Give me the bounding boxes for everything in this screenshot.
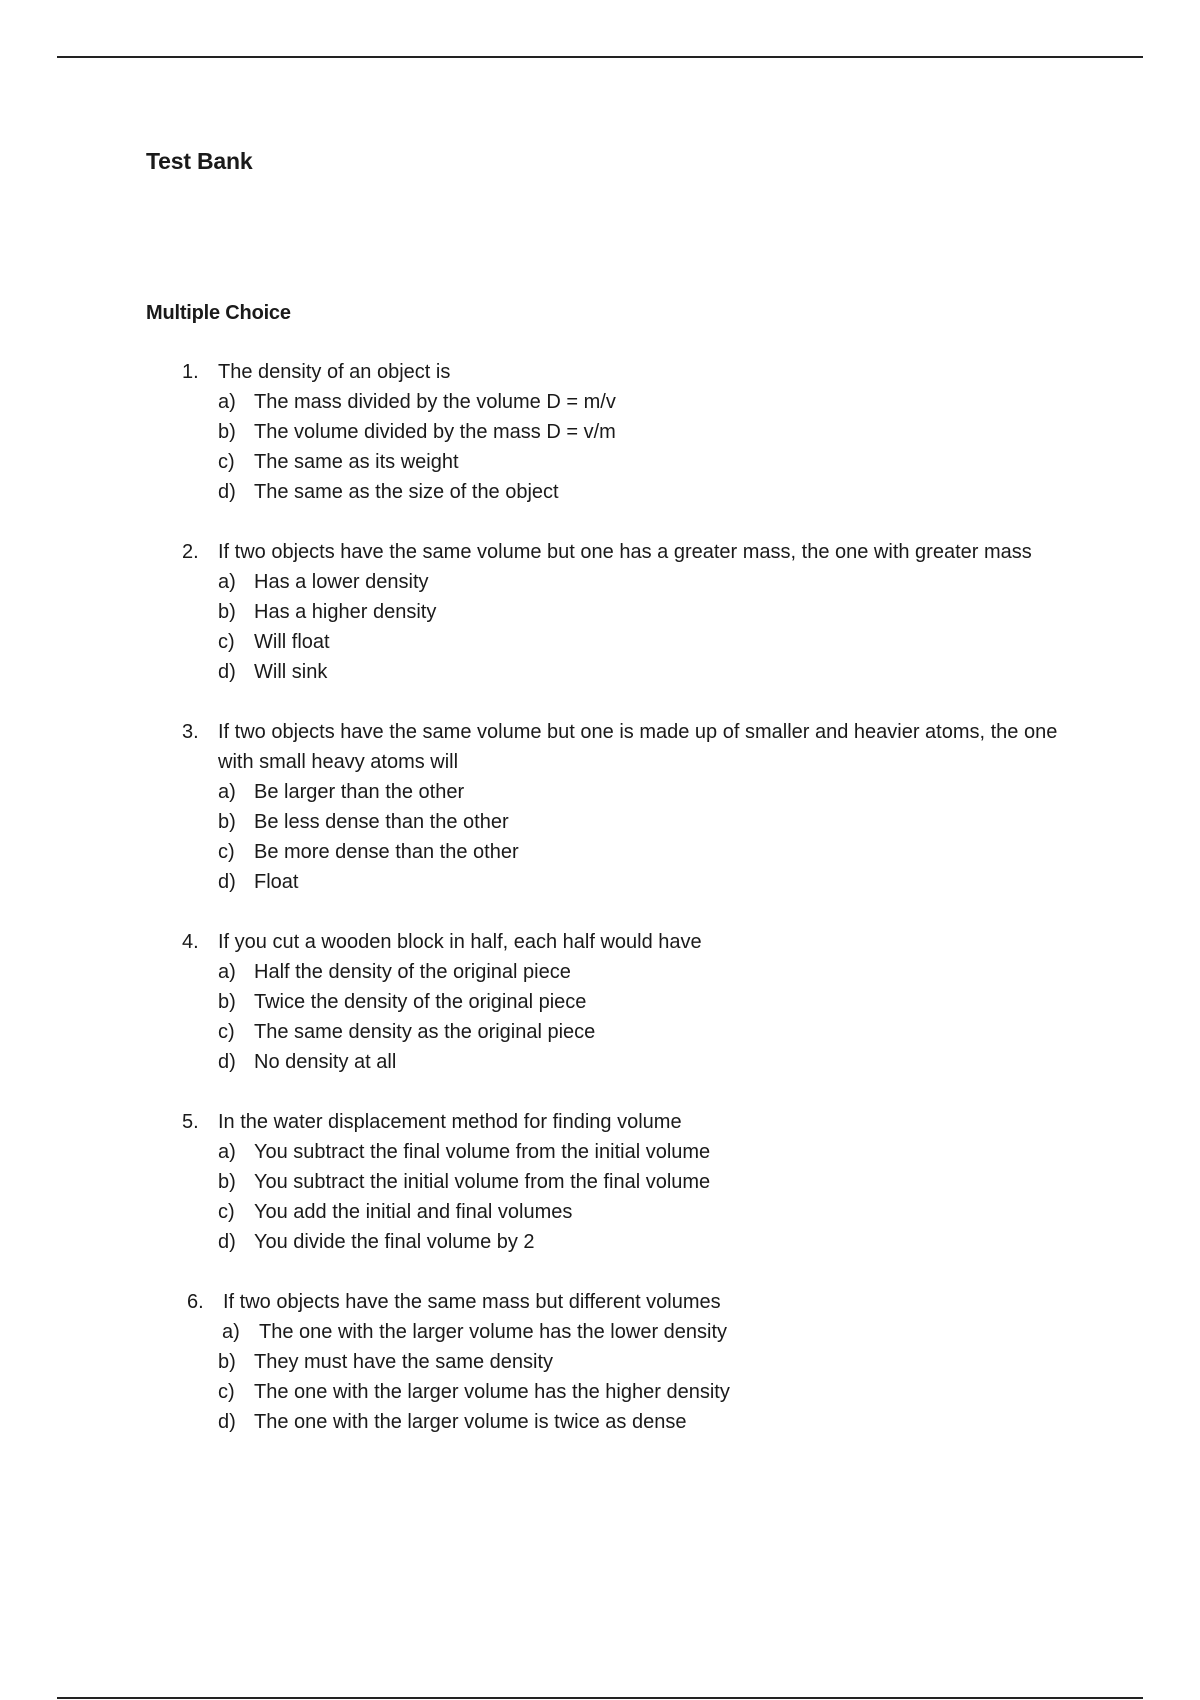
option-list xyxy=(146,957,1086,1077)
option-letter: b) xyxy=(218,1171,236,1193)
option-letter: a) xyxy=(218,391,236,413)
option-letter: a) xyxy=(222,1321,240,1343)
option-text: No density at all xyxy=(254,1051,397,1073)
option-d xyxy=(146,867,1086,897)
option-text: Be less dense than the other xyxy=(254,811,509,833)
option-a xyxy=(146,1137,1086,1167)
option-a xyxy=(146,567,1086,597)
option-list xyxy=(146,567,1086,687)
option-c xyxy=(146,837,1086,867)
option-text: The volume divided by the mass D = v/m xyxy=(254,421,616,443)
option-d xyxy=(146,1047,1086,1077)
option-text: The same as the size of the object xyxy=(254,481,559,503)
option-letter: a) xyxy=(218,1141,236,1163)
option-letter: a) xyxy=(218,571,236,593)
question-3 xyxy=(146,717,1086,897)
option-letter: c) xyxy=(218,451,235,473)
question-list xyxy=(146,357,1086,1467)
section-title: Multiple Choice xyxy=(146,302,291,324)
option-b xyxy=(146,1167,1086,1197)
option-text: Will float xyxy=(254,631,330,653)
option-text: You subtract the initial volume from the final volume xyxy=(254,1171,711,1193)
option-a xyxy=(146,387,1086,417)
question-2 xyxy=(146,537,1086,687)
option-c xyxy=(146,1197,1086,1227)
option-text: The one with the larger volume is twice as dense xyxy=(254,1411,687,1433)
question-number: 3. xyxy=(182,721,199,743)
option-text: The one with the larger volume has the lower density xyxy=(259,1321,728,1343)
option-text: Twice the density of the original piece xyxy=(254,991,587,1013)
option-b xyxy=(146,807,1086,837)
option-text: Float xyxy=(254,871,299,893)
option-letter: c) xyxy=(218,1021,235,1043)
question-number: 1. xyxy=(182,361,199,383)
option-letter: c) xyxy=(218,1201,235,1223)
option-b xyxy=(146,987,1086,1017)
option-list xyxy=(146,387,1086,507)
option-letter: b) xyxy=(218,421,236,443)
option-letter: d) xyxy=(218,1411,236,1433)
option-text: The same as its weight xyxy=(254,451,459,473)
option-text: You divide the final volume by 2 xyxy=(254,1231,535,1253)
option-d xyxy=(146,1407,1086,1437)
question-stem xyxy=(146,927,1086,957)
option-text: Be larger than the other xyxy=(254,781,465,803)
option-letter: a) xyxy=(218,961,236,983)
option-text: You add the initial and final volumes xyxy=(254,1201,573,1223)
question-5 xyxy=(146,1107,1086,1257)
option-a xyxy=(146,957,1086,987)
option-c xyxy=(146,1017,1086,1047)
option-c xyxy=(146,1377,1086,1407)
option-text: The one with the larger volume has the higher density xyxy=(254,1381,730,1403)
option-text: Has a lower density xyxy=(254,571,429,593)
option-text: They must have the same density xyxy=(254,1351,554,1373)
question-text: If two objects have the same mass but different volumes xyxy=(223,1291,721,1313)
question-text: In the water displacement method for finding volume xyxy=(218,1111,682,1133)
option-b xyxy=(146,1347,1086,1377)
option-b xyxy=(146,597,1086,627)
option-text: Has a higher density xyxy=(254,601,437,623)
option-letter: b) xyxy=(218,601,236,623)
question-stem xyxy=(146,1107,1086,1137)
top-rule xyxy=(57,56,1143,58)
option-a xyxy=(146,777,1086,807)
question-1 xyxy=(146,357,1086,507)
option-letter: a) xyxy=(218,781,236,803)
bottom-rule xyxy=(57,1697,1143,1699)
question-6 xyxy=(146,1287,1086,1437)
question-stem xyxy=(146,717,1086,777)
option-letter: b) xyxy=(218,991,236,1013)
question-number: 4. xyxy=(182,931,199,953)
question-text: If two objects have the same volume but one is made up of smaller and heavier atoms, the one with small heavy atoms will xyxy=(218,721,1058,773)
question-4 xyxy=(146,927,1086,1077)
option-c xyxy=(146,447,1086,477)
option-text: The mass divided by the volume D = m/v xyxy=(254,391,616,413)
question-number: 2. xyxy=(182,541,199,563)
option-letter: b) xyxy=(218,1351,236,1373)
option-text: The same density as the original piece xyxy=(254,1021,596,1043)
option-letter: c) xyxy=(218,841,235,863)
option-text: Be more dense than the other xyxy=(254,841,519,863)
question-text: The density of an object is xyxy=(218,361,451,383)
question-number: 5. xyxy=(182,1111,199,1133)
option-list xyxy=(146,777,1086,897)
option-letter: d) xyxy=(218,1231,236,1253)
document-title: Test Bank xyxy=(146,148,253,174)
option-text: Will sink xyxy=(254,661,328,683)
option-text: You subtract the final volume from the initial volume xyxy=(254,1141,711,1163)
question-text: If you cut a wooden block in half, each half would have xyxy=(218,931,702,953)
option-a xyxy=(146,1317,1086,1347)
option-letter: d) xyxy=(218,661,236,683)
option-letter: b) xyxy=(218,811,236,833)
option-list xyxy=(146,1137,1086,1257)
option-d xyxy=(146,657,1086,687)
option-c xyxy=(146,627,1086,657)
option-d xyxy=(146,477,1086,507)
question-stem xyxy=(146,537,1086,567)
option-text: Half the density of the original piece xyxy=(254,961,571,983)
option-d xyxy=(146,1227,1086,1257)
question-stem xyxy=(146,1287,1086,1317)
option-letter: d) xyxy=(218,871,236,893)
option-letter: d) xyxy=(218,1051,236,1073)
option-list xyxy=(146,1317,1086,1437)
option-letter: c) xyxy=(218,1381,235,1403)
question-stem xyxy=(146,357,1086,387)
question-number: 6. xyxy=(187,1291,204,1313)
option-b xyxy=(146,417,1086,447)
question-text: If two objects have the same volume but one has a greater mass, the one with greater mass xyxy=(218,541,1032,563)
option-letter: c) xyxy=(218,631,235,653)
option-letter: d) xyxy=(218,481,236,503)
